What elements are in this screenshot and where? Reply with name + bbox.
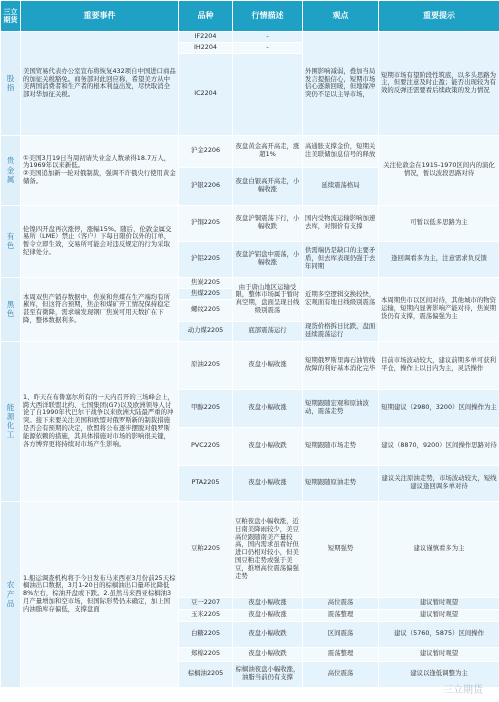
view-p2205: 高位震荡 bbox=[303, 661, 379, 687]
variety-zc2205: 动力煤2205 bbox=[179, 321, 233, 341]
event-nonferrous: 伦镍四开盘再次涨停，涨幅15%。随后，伦敦金属交易所（LME）禁止（客户）下每日限价以外的订单，暂令立即生效，交易所可能会对违反规定的行为采取纪律处分。 bbox=[21, 205, 179, 277]
variety-if2204: IF2204 bbox=[179, 32, 233, 43]
variety-cf2205: 郑棉2205 bbox=[179, 647, 233, 661]
event-stock: 美国贸易代表办公室宣布将恢复432项自中国进口商品的加征关税豁免。商务部对此回应称，希望美方从中美两国消费者和生产者的根本利益出发，尽快取消全部对华加征关税。 bbox=[21, 32, 179, 136]
header-view: 观点 bbox=[303, 1, 379, 32]
tip-sr2205: 建议（5760，5875）区间操作 bbox=[379, 621, 499, 647]
variety-v2205: PVC2205 bbox=[179, 427, 233, 465]
variety-ag2206: 沪银2206 bbox=[179, 167, 233, 205]
variety-ma2205: 甲醇2205 bbox=[179, 389, 233, 427]
quote-m2205: 豆粕夜盘小幅收涨，近日南美降雨较少，美豆高位跟随南美产量较高，国内需求虽看好但进口仍相对较小，但美国豆粕走势或强于美豆，推增高位震荡偏强走势 bbox=[233, 501, 303, 597]
quote-cu2205: 夜盘沪铜震荡下行，小幅收跌 bbox=[233, 205, 303, 241]
sector-agri: 农 产 品 bbox=[1, 501, 21, 687]
variety-a2207: 豆一2207 bbox=[179, 597, 233, 609]
tip-al2205: 逢回调看多为主，注意需求负反馈 bbox=[379, 241, 499, 277]
variety-ih2204: IH2204 bbox=[179, 42, 233, 53]
event-agri: 1.船运调查机构将于今日发布马来西亚3月份前25天棕榈油出口数据，3月1-20日的棕榈油出口量环比降低8%左右，棕油开盘或下跌。2.虽然马来西亚棕榈油3月产量增加和空市场，但国际形势仍未确定，加上国内油脂库存偏低，支撑盘面 bbox=[21, 501, 179, 687]
quote-ic2204 bbox=[233, 53, 303, 135]
view-sr2205: 区间震荡 bbox=[303, 621, 379, 647]
view-precious-bottom: 延续震荡格局 bbox=[303, 167, 379, 205]
table-row bbox=[1, 32, 499, 43]
variety-ic2204: IC2204 bbox=[179, 53, 233, 135]
view-sc2205: 短期俄罗斯里海石油管线故障的利好基本消化完毕 bbox=[303, 341, 379, 389]
table-row bbox=[1, 135, 499, 167]
quote-if2204: - bbox=[233, 32, 303, 43]
view-m2205: 短期强势 bbox=[303, 501, 379, 597]
quote-ta2205: 夜盘小幅收涨 bbox=[233, 465, 303, 501]
tip-c2205: 建议暂时观望 bbox=[379, 609, 499, 621]
tip-cf2205: 建议暂时观望 bbox=[379, 647, 499, 661]
view-c2205: 震荡整理 bbox=[303, 609, 379, 621]
table-row bbox=[1, 277, 499, 288]
view-a2207: 高位震荡 bbox=[303, 597, 379, 609]
quote-ag2206: 夜盘白银高开高走，小幅收涨 bbox=[233, 167, 303, 205]
quote-black: 由于唐山地区运输受限，整体市场属于暂时真空期，盘面呈现日线级别震荡 bbox=[233, 277, 303, 321]
variety-rb2205: 螺纹2205 bbox=[179, 299, 233, 321]
tip-sc2205: 目前市场波动较大，建议前期多单可获利平仓，操作上以日内为主，灵活操作 bbox=[379, 341, 499, 389]
sector-stock: 股 指 bbox=[1, 32, 21, 136]
watermark: 三立期货 bbox=[443, 685, 483, 696]
quote-zc2205: 底部震荡运行 bbox=[233, 321, 303, 341]
view-ta2205: 短期跟随原油走势 bbox=[303, 465, 379, 501]
header-variety: 品种 bbox=[179, 1, 233, 32]
tip-ta2205: 建议关注原油走势，市场波动较大，短线建议逢回调多单对待 bbox=[379, 465, 499, 501]
table-row bbox=[1, 341, 499, 389]
sector-energy: 能 源 化 工 bbox=[1, 341, 21, 501]
view-black-bottom: 现货价格拆日比跌，盘面延续震荡运行 bbox=[303, 321, 379, 341]
view-cu2205: 国内受物流运输影响加速去库，对铜价有支撑 bbox=[303, 205, 379, 241]
variety-sr2205: 白糖2205 bbox=[179, 621, 233, 647]
view-precious-top: 高通胀支撑金价，短期关注美联储加息信号的释放 bbox=[303, 135, 379, 167]
tip-stock: 短期市场有望阶段性筑底，以多头思路为主，但要注意及时止盈；能否出现较为有效的反弹还需要看后续政策的发力情况 bbox=[379, 32, 499, 136]
view-al2205: 供需端仍是缺口的主要矛盾，但去库表现仍强于去年同期 bbox=[303, 241, 379, 277]
variety-au2206: 沪金2206 bbox=[179, 135, 233, 167]
event-energy: 1、昨天在布鲁塞尔所有的一天内召开的三场峰会上，跨大西洋联盟北约、七国集团(G7)以及欧洲领导人讨论了自1990年代巴尔干战争以来欧洲大陆最严重的冲突。接下来要关注美国和欧盟对俄罗斯新的制裁措施是否会有预期的决定，欧盟将公布逐步摆脱对俄罗斯能源依赖的措施，其具体措施对市场的影响很关键，各方博弈更将持续对市场产生影响。 bbox=[21, 341, 179, 501]
view-v2205: 短期跟随市场走势 bbox=[303, 427, 379, 465]
quote-sr2205: 夜盘小幅收跌 bbox=[233, 621, 303, 647]
tip-precious: 关注伦敦金在1915-1970区间内的演化情况，暂以波段思路对待 bbox=[379, 135, 499, 205]
quote-a2207: 夜盘小幅收涨 bbox=[233, 597, 303, 609]
quote-ih2204: - bbox=[233, 42, 303, 53]
variety-cu2205: 沪铜2205 bbox=[179, 205, 233, 241]
quote-sc2205: 夜盘小幅收涨 bbox=[233, 341, 303, 389]
sector-black: 黑 色 bbox=[1, 277, 21, 341]
view-black-top: 近期多空逻辑交换较快，宏观面有地日线级别震荡 bbox=[303, 277, 379, 321]
header-sector: 三立 期货 bbox=[1, 1, 21, 32]
tip-m2205: 建议谨慎看多为主 bbox=[379, 501, 499, 597]
variety-p2205: 棕榈油2205 bbox=[179, 661, 233, 687]
table-row bbox=[1, 501, 499, 597]
header-event: 重要事件 bbox=[21, 1, 179, 32]
variety-ta2205: PTA2205 bbox=[179, 465, 233, 501]
variety-m2205: 豆粕2205 bbox=[179, 501, 233, 597]
quote-p2205: 棕榈油夜盘小幅收涨，油脂当前仍有支撑 bbox=[233, 661, 303, 687]
view-stock: 外围影响减弱，叠加当局发言提振信心，短期市场信心逐渐回暖，但地缘冲突仍不足以主导市场， bbox=[303, 32, 379, 136]
tip-v2205: 建议（8870，9200）区间操作思路对待 bbox=[379, 427, 499, 465]
variety-c2205: 玉米2205 bbox=[179, 609, 233, 621]
header-row bbox=[1, 1, 499, 32]
quote-cf2205: 夜盘小幅收跌 bbox=[233, 647, 303, 661]
event-black: 本周双焦产销存数据中，焦炭和焦煤在生产端均有所累库，但这符合预期，焦企和煤矿开工情况保持稳定甚至有微降，需求端发现钢厂焦炭可用天数扩在下降，整体数据利多。 bbox=[21, 277, 179, 341]
variety-sc2205: 原油2205 bbox=[179, 341, 233, 389]
header-tip: 重要提示 bbox=[379, 1, 499, 32]
view-ma2205: 短期跟随宏观和原油波动，震荡走势 bbox=[303, 389, 379, 427]
quote-v2205: 夜盘小幅收跌 bbox=[233, 427, 303, 465]
table-row bbox=[1, 205, 499, 241]
tip-black: 本周期焦市以区间对待，其他城市的物资运输，短期内显著影响产能对待，焦炭期货仍有支撑，震荡偏强为主 bbox=[379, 277, 499, 341]
variety-al2205: 沪铝2205 bbox=[179, 241, 233, 277]
variety-jm2205: 焦煤2205 bbox=[179, 288, 233, 299]
sector-nonferrous: 有 色 bbox=[1, 205, 21, 277]
quote-au2206: 夜盘黄金高开高走，涨超1% bbox=[233, 135, 303, 167]
quote-al2205: 夜盘沪铝盘中震荡，小幅收涨 bbox=[233, 241, 303, 277]
tip-p2205: 建议以逢低调整为主 bbox=[379, 661, 499, 687]
header-quote: 行情描述 bbox=[233, 1, 303, 32]
variety-j2205: 焦炭2205 bbox=[179, 277, 233, 288]
tip-cu2205: 可暂以低多思路为主 bbox=[379, 205, 499, 241]
event-precious: ①美国3月19日当周初请失业金人数录得18.7万人，为1969年以来新低。 ②美国追加新一轮对俄制裁，强调不许俄央行使用黄金储备。 bbox=[21, 135, 179, 205]
view-cf2205: 震荡整理 bbox=[303, 647, 379, 661]
tip-a2207: 建议暂时观望 bbox=[379, 597, 499, 609]
sector-precious: 贵 金 属 bbox=[1, 135, 21, 205]
tip-ma2205: 短期建议（2980，3200）区间操作为主 bbox=[379, 389, 499, 427]
quote-c2205: 夜盘小幅收涨 bbox=[233, 609, 303, 621]
quote-ma2205: 夜盘小幅收涨 bbox=[233, 389, 303, 427]
